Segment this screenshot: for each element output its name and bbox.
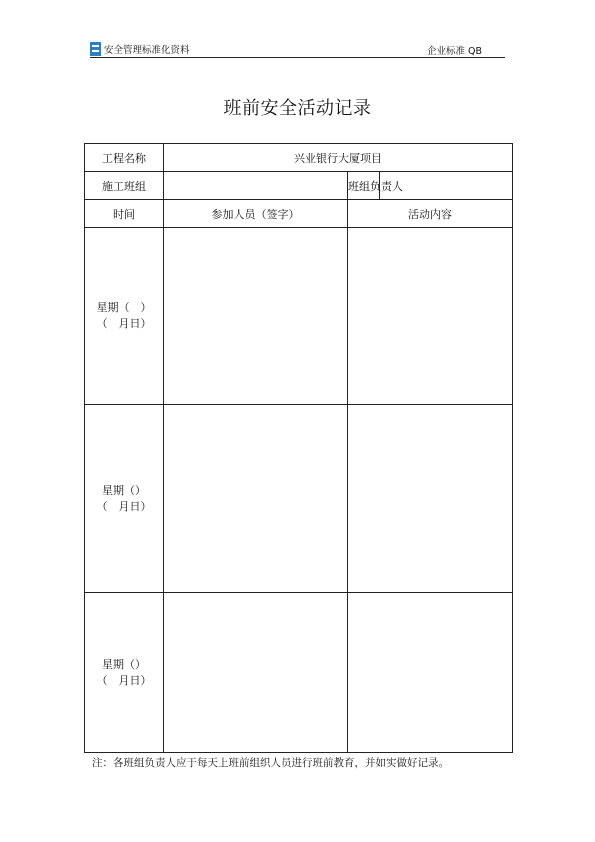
time-column-header: 时间 <box>85 200 164 228</box>
session-row <box>85 405 513 593</box>
session-weekday: 星期（ ） <box>96 301 152 314</box>
activity-record-table <box>84 143 513 753</box>
session-date: （ 月日） <box>96 499 152 513</box>
session-row <box>85 593 513 753</box>
session-time-cell <box>85 228 164 405</box>
session-date: （ 月日） <box>96 317 152 330</box>
session-date: （ 月日） <box>96 673 152 687</box>
participants-signature-field[interactable] <box>164 593 348 753</box>
session-time-cell <box>85 405 164 593</box>
session-row <box>85 228 513 405</box>
activity-content-field[interactable] <box>348 228 513 405</box>
session-weekday: 星期（） <box>102 483 146 497</box>
header-standard-label: 企业标准 QB <box>426 46 482 57</box>
activity-content-field[interactable] <box>348 405 513 593</box>
project-row <box>85 144 513 172</box>
header-divider <box>90 57 505 58</box>
leader-label: 班组负责人 <box>348 172 380 200</box>
project-name-value[interactable]: 兴业银行大厦项目 <box>164 144 513 172</box>
session-time-cell <box>85 593 164 753</box>
project-name-label: 工程名称 <box>85 144 164 172</box>
team-label: 施工班组 <box>85 172 164 200</box>
company-logo-icon <box>90 42 101 56</box>
column-header-row <box>85 200 513 228</box>
page-title: 班前安全活动记录 <box>223 98 372 119</box>
participants-signature-field[interactable] <box>164 228 348 405</box>
participants-signature-field[interactable] <box>164 405 348 593</box>
header-left <box>90 42 190 56</box>
header-doc-type: 安全管理标准化资料 <box>104 45 190 56</box>
team-row <box>85 172 513 200</box>
team-value-field[interactable] <box>164 172 348 200</box>
content-column-header: 活动内容 <box>348 200 513 228</box>
session-weekday: 星期（） <box>102 657 146 671</box>
participants-column-header: 参加人员（签字） <box>164 200 348 228</box>
activity-content-field[interactable] <box>348 593 513 753</box>
footnote: 注：各班组负责人应于每天上班前组织人员进行班前教育，并如实做好记录。 <box>92 757 449 769</box>
